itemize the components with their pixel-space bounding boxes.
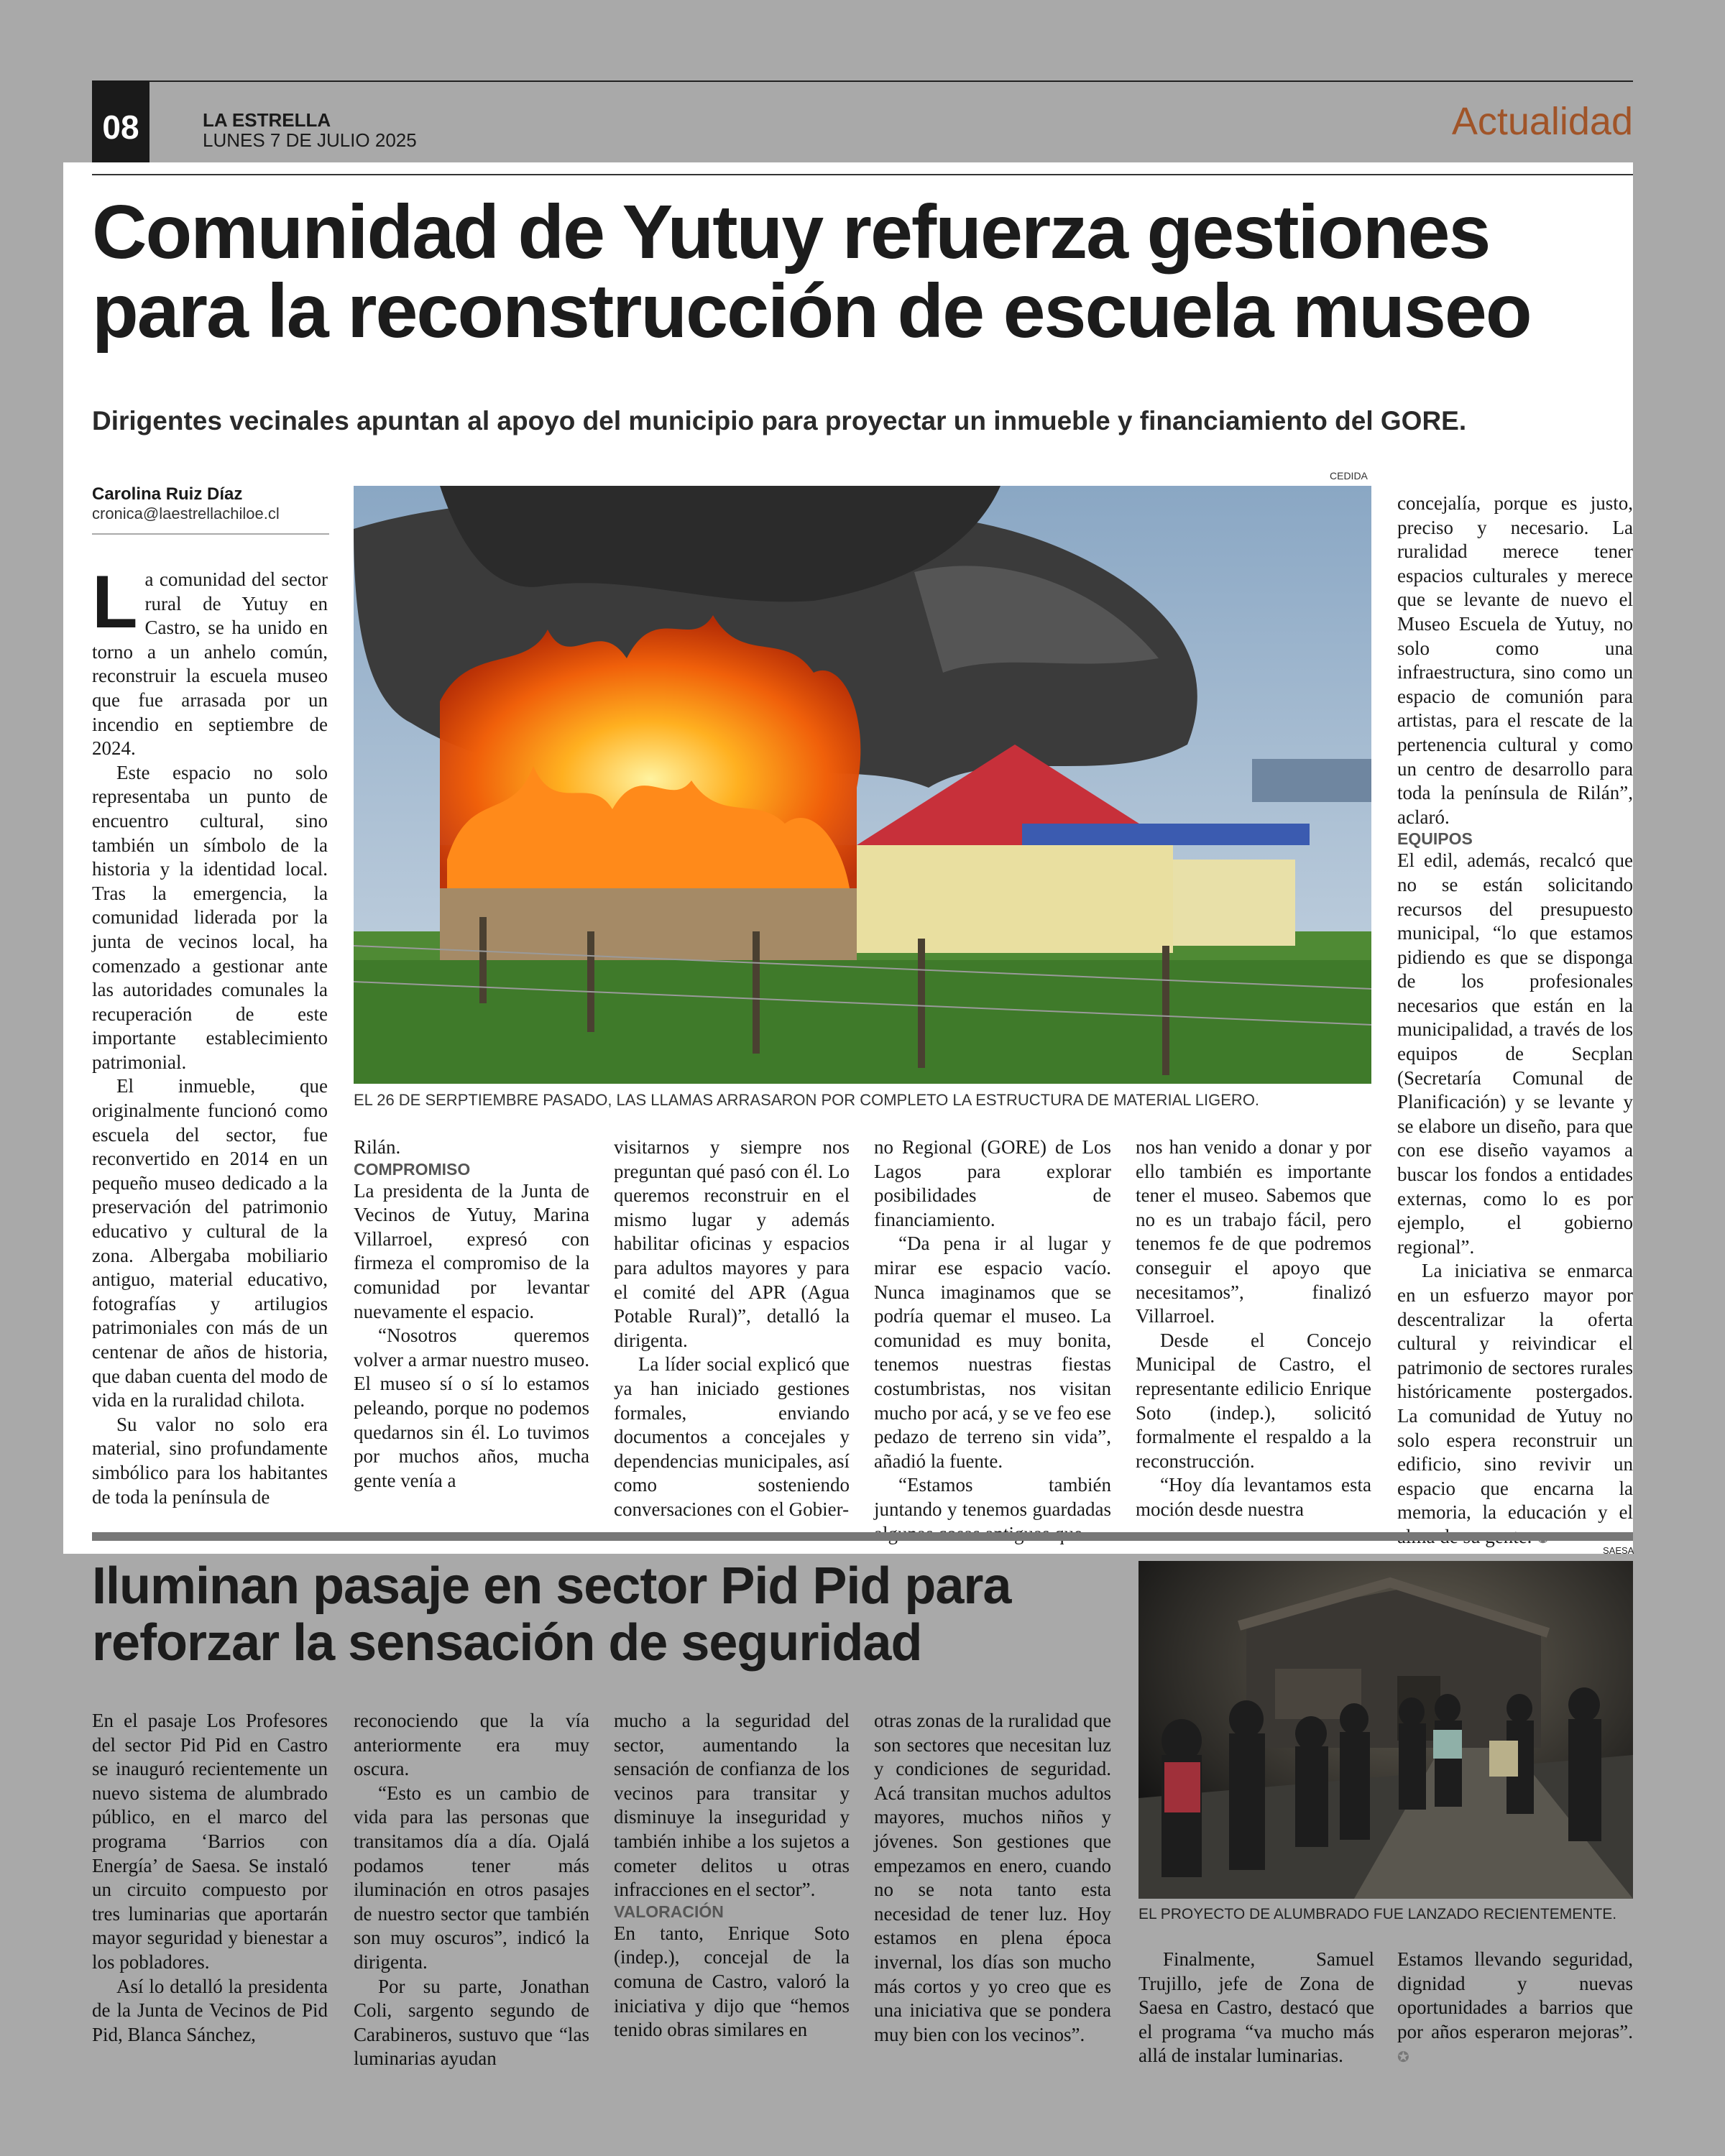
paragraph: El edil, además, recalcó que no se están solicitando recursos del presupuesto municipal, “lo que estamos pidiendo es que se disponga de los profesionales necesarios que están en la municipalidad, a través de los equipos de Secplan (Secretaría Comunal de Planificación) y se levante y se elabore un diseño, para que con ese diseño vayamos a buscar los fondos a entidades externas, como lo es por ejemplo, el gobierno regional”. [1397,849,1633,1258]
paragraph: mucho a la seguridad del sector, aumentando la sensación de confianza de los vecinos para transitar y disminuye la inseguridad y también inhibe a los sujetos a cometer delitos u otras infracciones en el sector”. [614,1710,850,1901]
paragraph: En tanto, Enrique Soto (indep.), concejal de la comuna de Castro, valoró la iniciativa y dijo que “hemos tenido obras similares en [614,1922,850,2041]
paragraph: concejalía, porque es justo, preciso y necesario. La ruralidad merece tener espacios culturales y merece que se levante de nuevo el Museo Escuela de Yutuy, no solo como una infraestructura, sino como un espacio de comunión para artistas, para el rescate de la pertenencia cultural y como un centro de desarrollo para toda la península de Rilán”, aclaró. [1397,492,1633,828]
article-column-5 [1136,1135,1371,1522]
paragraph: Así lo detalló la presidenta de la Junta de Vecinos de Pid Pid, Blanca Sánchez, [92,1975,328,2045]
paragraph: reconociendo que la vía anteriormente era muy oscura. [354,1710,589,1780]
paragraph: Desde el Concejo Municipal de Castro, el representante edilicio Enrique Soto (indep.), solicitó formalmente el respaldo a la reconstrucción. [1136,1329,1371,1472]
subhead-equipos: EQUIPOS [1397,829,1473,849]
second-article-column-2 [354,1709,589,2071]
article-column-3 [614,1135,850,1522]
paragraph: Por su parte, Jonathan Coli, sargento segundo de Carabineros, sustuvo que “las luminarias ayudan [354,1975,589,2070]
article-column-2 [354,1135,589,1493]
photo-credit: CEDIDA [1330,470,1368,482]
article-deck: Dirigentes vecinales apuntan al apoyo del municipio para proyectar un inmueble y financiamiento del GORE. [92,406,1467,436]
paragraph: nos han venido a donar y por ello también es importante tener el museo. Sabemos que no es un trabajo fácil, pero tenemos fe de que podremos conseguir el apoyo que necesitamos”, finalizó Villarroel. [1136,1136,1371,1327]
drop-cap: L [92,561,138,644]
paragraph: otras zonas de la ruralidad que son sectores que necesitan luz y condiciones de seguridad. Acá transitan muchos adultos mayores, muchos niños y jóvenes. Son gestiones que empezamos en enero, cuando no se nota tanto esta necesidad de tener luz. Hoy estamos en plena época invernal, los días son mucho más cortos y yo creo que es una iniciativa que se pondera muy bien con los vecinos”. [874,1710,1111,2045]
paper-name: LA ESTRELLA [203,109,331,131]
paragraph: En el pasaje Los Profesores del sector Pid Pid en Castro se inauguró recientemente un nuevo sistema de alumbrado público, en el marco del programa ‘Barrios con Energía’ de Saesa. Se instaló un circuito compuesto por tres luminarias que aportarán mayor seguridad y bienestar a los pobladores. [92,1710,328,1973]
paragraph: La líder social explicó que ya han iniciado gestiones formales, enviando documentos a concejales y dependencias municipales, así como sosteniendo conversaciones con el Gobier- [614,1353,850,1520]
second-article-column-6 [1397,1948,1633,2070]
header-bottom-rule [92,174,1633,175]
paragraph: Estamos llevando seguridad, dignidad y nuevas oportunidades a barrios que por años esperaron mejoras”. [1397,1948,1633,2042]
author-email: cronica@laestrellachiloe.cl [92,505,280,522]
issue-date: LUNES 7 DE JULIO 2025 [203,129,417,151]
end-mark-icon: ✪ [1397,2048,1409,2066]
subhead-compromiso: COMPROMISO [354,1159,471,1179]
paragraph: “Hoy día levantamos esta moción desde nuestra [1136,1474,1371,1520]
byline [92,484,329,535]
photo-caption: EL PROYECTO DE ALUMBRADO FUE LANZADO RECIENTEMENTE. [1138,1906,1617,1922]
night-gathering-photo [1138,1561,1633,1899]
header-rule [92,80,1633,82]
paragraph: La iniciativa se enmarca en un esfuerzo mayor por descentralizar la oferta cultural y reivindicar el patrimonio de sectores rurales históricamente postergados. La comunidad de Yutuy no solo espera reconstruir un edificio, sino revivir un espacio que encarna la memoria, la educación y el [1397,1260,1633,1524]
article-column-1 [92,561,328,1509]
article-column-4 [874,1135,1111,1546]
paragraph: Su valor no solo era material, sino profundamente simbólico para los habitantes de toda la península de [92,1413,328,1508]
second-article-column-1 [92,1709,328,2047]
photo-caption: EL 26 DE SERPTIEMBRE PASADO, LAS LLAMAS ARRASARON POR COMPLETO LA ESTRUCTURA DE MATERIAL LIGERO. [354,1091,1260,1109]
paragraph: a comunidad del sector rural de Yutuy en Castro, se ha unido en torno a un anhelo común, reconstruir la escuela museo que fue arrasada por un incendio en septiembre de 2024. [92,568,328,760]
paragraph: Rilán. [354,1136,401,1158]
article-column-6 [1397,492,1633,1551]
second-article-column-3 [614,1709,850,2042]
paragraph: Finalmente, Samuel Trujillo, jefe de Zona de Saesa en Castro, destacó que el programa “va mucho más allá de instalar luminarias. [1138,1948,1374,2067]
paragraph: “Nosotros queremos volver a armar nuestro museo. El museo sí o sí lo estamos peleando, porque no podemos quedarnos sin él. Lo tuvimos por muchos años, mucha gente venía a [354,1325,589,1491]
paragraph: no Regional (GORE) de Los Lagos para explorar posibilidades de financiamiento. [874,1136,1111,1230]
paragraph: “Da pena ir al lugar y mirar ese espacio vacío. Nunca imaginamos que se podría quemar el museo. La comunidad es muy bonita, tenemos nuestras fiestas costumbristas, nos visitan mucho por acá, y se ve feo ese pedazo de terreno sin vida”, añadió la fuente. [874,1233,1111,1472]
page-number: 08 [92,80,150,174]
paragraph: visitarnos y siempre nos preguntan qué pasó con él. Lo queremos reconstruir en el mismo lugar y además habilitar oficinas y espacios para adultos mayores y para el comité del APR (Agua Potable Rural)”, detalló la dirigenta. [614,1136,850,1351]
paragraph: La presidenta de la Junta de Vecinos de Yutuy, Marina Villarroel, expresó con firmeza el compromiso de la comunidad por levantar nuevamente el espacio. [354,1179,589,1322]
article-divider [92,1532,1633,1541]
paragraph: “Esto es un cambio de vida para las personas que transitamos día a día. Ojalá podamos tener más iluminación en otros pasajes de nuestro sector que también son muy oscuros”, indicó la dirigenta. [354,1782,589,1973]
second-article-headline: Iluminan pasaje en sector Pid Pid para reforzar la sensación de seguridad [92,1557,1011,1672]
photo-credit: SAESA [1603,1545,1634,1556]
section-label: Actualidad [1451,100,1633,143]
paragraph: “Estamos también juntando y tenemos guardadas [874,1474,1111,1520]
paragraph: Este espacio no solo representaba un punto de encuentro cultural, sino también un símbolo de la historia y la identidad local. Tras la emergencia, la comunidad liderada por la junta de vecinos local, ha comenzado a gestionar ante las autoridades comunales la recuperación de este importante establecimiento patrimonial. [92,761,328,1073]
fire-photo [354,486,1371,1084]
subhead-valoracion: VALORACIÓN [614,1902,724,1921]
second-article-column-4 [874,1709,1111,2047]
paragraph: El inmueble, que originalmente funcionó como escuela del sector, fue reconvertido en 2014 en un pequeño museo dedicado a la preservación del patrimonio educativo y cultural de la zona. Albergaba mobiliario antiguo, material educativo, fotografías y artilugios patrimoniales con más de un centenar de años de historia, que daban cuenta del modo de vida en la ruralidad chilota. [92,1075,328,1411]
article-headline: Comunidad de Yutuy refuerza gestiones para la reconstrucción de escuela museo [92,190,1531,354]
second-article-column-5 [1138,1948,1374,2068]
author-name: Carolina Ruiz Díaz [92,484,243,504]
